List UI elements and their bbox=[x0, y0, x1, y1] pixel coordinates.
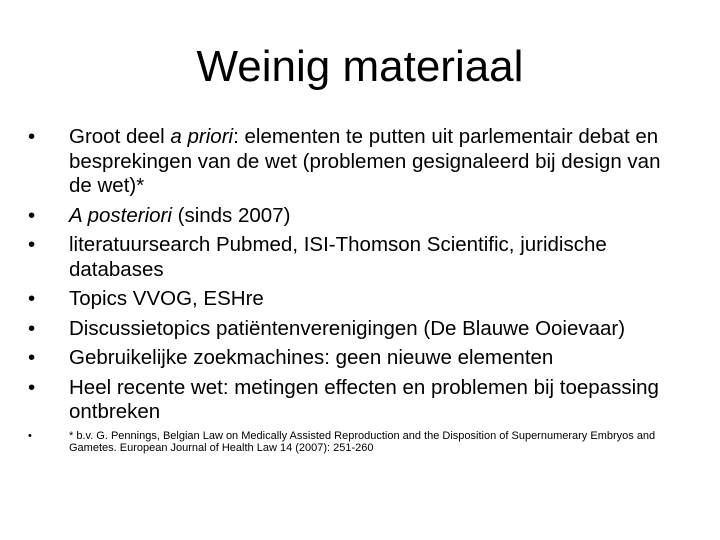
footnote-text: * b.v. G. Pennings, Belgian Law on Medically Assisted Reproduction and the Disposition of Supernumerary Embryos and Gametes. European Journal of Health Law 14 (2007): 251-260 bbox=[69, 429, 656, 454]
bullet-item-7 bbox=[28, 376, 678, 425]
bullet-dot: • bbox=[28, 203, 36, 227]
bullet-text-italic: A posteriori bbox=[69, 203, 172, 227]
bullet-text-segment: literatuursearch Pubmed, ISI-Thomson Scientific, juridische databases bbox=[69, 233, 607, 281]
bullet-item-1 bbox=[28, 125, 678, 199]
bullet-dot: • bbox=[28, 125, 36, 148]
bullet-dot: • bbox=[28, 287, 36, 310]
bullet-text-segment: Topics VVOG, ESHre bbox=[69, 287, 264, 310]
bullet-item-6 bbox=[28, 346, 678, 371]
bullet-item-4 bbox=[28, 287, 678, 312]
bullet-text-segment: Groot deel bbox=[69, 125, 171, 148]
slide-title: Weinig materiaal bbox=[196, 42, 524, 91]
bullet-item-2 bbox=[28, 204, 678, 229]
bullet-item-5 bbox=[28, 317, 678, 342]
bullet-dot: • bbox=[28, 233, 36, 256]
bullet-dot: • bbox=[28, 316, 36, 340]
bullet-dot: • bbox=[28, 429, 32, 442]
bullet-text-segment: : elementen te putten uit parlementair debat en besprekingen van de wet (problemen gesignaleerd bij design van de wet)* bbox=[69, 125, 661, 197]
bullet-text-segment: Discussietopics patiëntenverenigingen (De Blauwe Ooievaar) bbox=[69, 316, 626, 340]
bullet-text-segment: (sinds 2007) bbox=[171, 203, 291, 227]
footnote bbox=[28, 430, 678, 454]
bullet-list bbox=[28, 125, 678, 454]
bullet-item-3 bbox=[28, 233, 678, 282]
bullet-dot: • bbox=[28, 375, 36, 399]
bullet-text-segment: Heel recente wet: metingen effecten en problemen bij toepassing ontbreken bbox=[69, 375, 659, 423]
bullet-text-segment: Gebruikelijke zoekmachines: geen nieuwe elementen bbox=[69, 346, 554, 369]
bullet-text-italic: a priori bbox=[170, 125, 234, 148]
bullet-dot: • bbox=[28, 346, 36, 369]
